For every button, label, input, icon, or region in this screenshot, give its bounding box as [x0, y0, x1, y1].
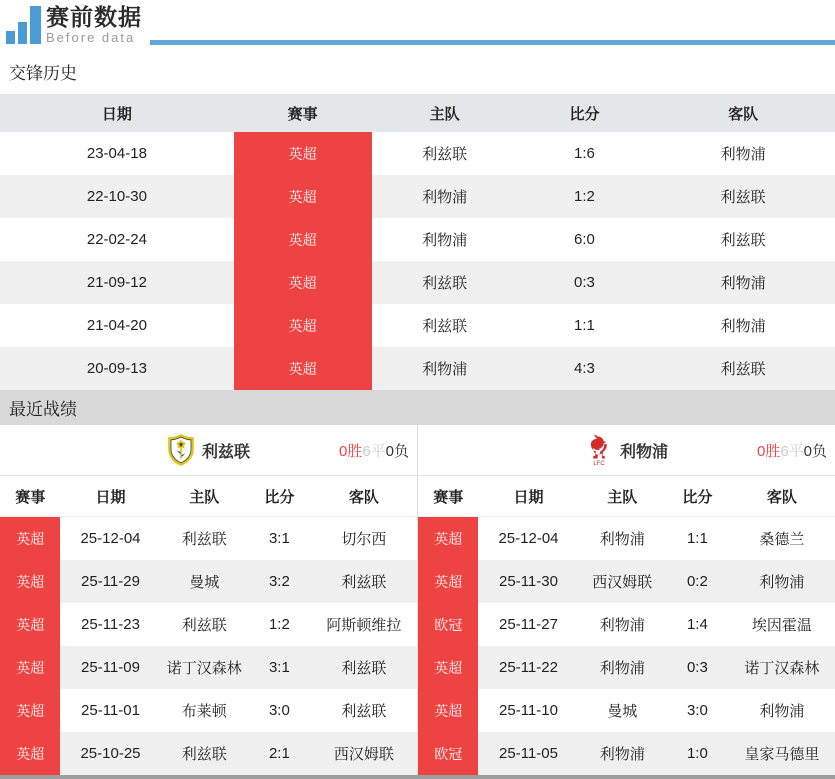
- leeds-badge-icon: [167, 434, 195, 466]
- logo-text: [46, 6, 142, 44]
- date-cell: 22-10-30: [0, 175, 234, 218]
- recent-results: [0, 425, 835, 775]
- away-cell: 利物浦: [651, 261, 835, 304]
- record-wins: 0胜: [338, 442, 363, 460]
- away-cell: 阿斯顿维拉: [311, 603, 417, 646]
- score-cell: 1:1: [518, 304, 652, 347]
- home-cell: 布莱顿: [161, 689, 249, 732]
- away-cell: 诺丁汉森林: [729, 646, 835, 689]
- record-losses: 0负: [385, 442, 409, 460]
- comp-cell: 英超: [418, 646, 478, 689]
- score-cell: 1:0: [666, 732, 729, 775]
- away-cell: 皇家马德里: [729, 732, 835, 775]
- table-row: [0, 218, 835, 261]
- home-cell: 曼城: [579, 689, 667, 732]
- away-cell: 利物浦: [729, 560, 835, 603]
- score-cell: 0:2: [666, 560, 729, 603]
- score-cell: 1:4: [666, 603, 729, 646]
- score-cell: 3:1: [248, 517, 311, 561]
- recent-table-liverpool: [418, 476, 835, 775]
- away-cell: 切尔西: [311, 517, 417, 561]
- home-cell: 利兹联: [161, 517, 249, 561]
- table-row: [0, 560, 417, 603]
- recent-section-title: 最近战绩: [0, 390, 835, 425]
- header-divider-line: [150, 40, 835, 45]
- away-cell: 利物浦: [651, 132, 835, 175]
- site-logo[interactable]: [6, 4, 142, 44]
- column-header-comp: 赛事: [418, 476, 478, 517]
- home-cell: 利物浦: [372, 218, 518, 261]
- score-cell: 3:0: [666, 689, 729, 732]
- team-name: 利兹联: [201, 443, 250, 461]
- home-cell: 利兹联: [161, 603, 249, 646]
- table-row: [0, 646, 417, 689]
- comp-cell: 英超: [0, 517, 60, 561]
- column-header-comp: 赛事: [234, 94, 372, 132]
- table-row: [0, 175, 835, 218]
- date-cell: 21-04-20: [0, 304, 234, 347]
- comp-cell: 英超: [418, 517, 478, 561]
- score-cell: 0:3: [666, 646, 729, 689]
- h2h-section-title: 交锋历史: [9, 63, 77, 83]
- score-cell: 0:3: [518, 261, 652, 304]
- comp-cell: 欧冠: [418, 603, 478, 646]
- score-cell: 6:0: [518, 218, 652, 261]
- recent-header-row: [418, 476, 835, 517]
- comp-cell: 英超: [0, 689, 60, 732]
- comp-cell: 英超: [418, 560, 478, 603]
- team-header-leeds: [0, 425, 417, 476]
- recent-header-row: [0, 476, 417, 517]
- date-cell: 21-09-12: [0, 261, 234, 304]
- away-cell: 西汉姆联: [311, 732, 417, 775]
- comp-cell: 英超: [234, 218, 372, 261]
- away-cell: 利兹联: [651, 175, 835, 218]
- comp-cell: 英超: [0, 560, 60, 603]
- home-cell: 诺丁汉森林: [161, 646, 249, 689]
- table-row: [0, 689, 417, 732]
- away-cell: 利兹联: [311, 689, 417, 732]
- table-row: [0, 261, 835, 304]
- table-row: [418, 732, 835, 775]
- date-cell: 25-11-10: [478, 689, 578, 732]
- bar-chart-icon: [6, 4, 41, 44]
- score-cell: 3:1: [248, 646, 311, 689]
- recent-panel-leeds: [0, 425, 417, 775]
- comp-cell: 英超: [234, 347, 372, 390]
- away-cell: 桑德兰: [729, 517, 835, 561]
- date-cell: 25-11-22: [478, 646, 578, 689]
- recent-panel-liverpool: [417, 425, 835, 775]
- column-header-score: 比分: [666, 476, 729, 517]
- comp-cell: 英超: [234, 304, 372, 347]
- record-wins: 0胜: [756, 442, 781, 460]
- h2h-table: [0, 94, 835, 390]
- bottom-divider: [0, 775, 835, 779]
- comp-cell: 英超: [0, 603, 60, 646]
- home-cell: 利兹联: [372, 304, 518, 347]
- score-cell: 1:2: [248, 603, 311, 646]
- comp-cell: 欧冠: [418, 732, 478, 775]
- column-header-away: 客队: [729, 476, 835, 517]
- home-cell: 利物浦: [372, 347, 518, 390]
- score-cell: 3:0: [248, 689, 311, 732]
- away-cell: 埃因霍温: [729, 603, 835, 646]
- home-cell: 利兹联: [372, 132, 518, 175]
- table-row: [418, 689, 835, 732]
- home-cell: 利物浦: [579, 646, 667, 689]
- score-cell: 1:6: [518, 132, 652, 175]
- date-cell: 25-10-25: [60, 732, 160, 775]
- column-header-score: 比分: [518, 94, 652, 132]
- home-cell: 利物浦: [579, 517, 667, 561]
- page-header: [0, 0, 835, 48]
- date-cell: 25-12-04: [478, 517, 578, 561]
- logo-title: 赛前数据: [46, 4, 142, 30]
- away-cell: 利兹联: [651, 347, 835, 390]
- table-row: [0, 304, 835, 347]
- table-row: [0, 603, 417, 646]
- home-cell: 利物浦: [579, 603, 667, 646]
- score-cell: 2:1: [248, 732, 311, 775]
- table-row: [418, 646, 835, 689]
- home-cell: 利物浦: [579, 732, 667, 775]
- table-row: [418, 603, 835, 646]
- home-cell: 利物浦: [372, 175, 518, 218]
- record-draws: 6平: [780, 442, 804, 460]
- date-cell: 25-11-30: [478, 560, 578, 603]
- home-cell: 利兹联: [161, 732, 249, 775]
- date-cell: 25-11-09: [60, 646, 160, 689]
- column-header-date: 日期: [60, 476, 160, 517]
- home-cell: 曼城: [161, 560, 249, 603]
- column-header-date: 日期: [0, 94, 234, 132]
- team-record: [757, 425, 827, 475]
- team-record: [339, 425, 409, 475]
- comp-cell: 英超: [0, 732, 60, 775]
- record-draws: 6平: [362, 442, 386, 460]
- liverpool-badge-icon: [585, 434, 613, 466]
- table-row: [0, 132, 835, 175]
- home-cell: 利兹联: [372, 261, 518, 304]
- away-cell: 利兹联: [651, 218, 835, 261]
- away-cell: 利物浦: [729, 689, 835, 732]
- score-cell: 4:3: [518, 347, 652, 390]
- home-cell: 西汉姆联: [579, 560, 667, 603]
- date-cell: 25-12-04: [60, 517, 160, 561]
- record-losses: 0负: [803, 442, 827, 460]
- table-row: [0, 517, 417, 561]
- away-cell: 利兹联: [311, 646, 417, 689]
- team-name: 利物浦: [619, 443, 668, 461]
- column-header-away: 客队: [651, 94, 835, 132]
- date-cell: 25-11-23: [60, 603, 160, 646]
- table-row: [418, 517, 835, 561]
- comp-cell: 英超: [234, 261, 372, 304]
- comp-cell: 英超: [234, 132, 372, 175]
- date-cell: 25-11-05: [478, 732, 578, 775]
- column-header-home: 主队: [372, 94, 518, 132]
- column-header-home: 主队: [579, 476, 667, 517]
- column-header-score: 比分: [248, 476, 311, 517]
- recent-table-leeds: [0, 476, 417, 775]
- score-cell: 3:2: [248, 560, 311, 603]
- score-cell: 1:1: [666, 517, 729, 561]
- comp-cell: 英超: [0, 646, 60, 689]
- away-cell: 利物浦: [651, 304, 835, 347]
- column-header-date: 日期: [478, 476, 578, 517]
- date-cell: 22-02-24: [0, 218, 234, 261]
- comp-cell: 英超: [234, 175, 372, 218]
- table-row: [0, 347, 835, 390]
- column-header-away: 客队: [311, 476, 417, 517]
- team-header-liverpool: [418, 425, 835, 476]
- column-header-home: 主队: [161, 476, 249, 517]
- date-cell: 25-11-01: [60, 689, 160, 732]
- date-cell: 23-04-18: [0, 132, 234, 175]
- away-cell: 利兹联: [311, 560, 417, 603]
- score-cell: 1:2: [518, 175, 652, 218]
- column-header-comp: 赛事: [0, 476, 60, 517]
- h2h-header-row: [0, 94, 835, 132]
- comp-cell: 英超: [418, 689, 478, 732]
- table-row: [418, 560, 835, 603]
- date-cell: 25-11-29: [60, 560, 160, 603]
- table-row: [0, 732, 417, 775]
- date-cell: 20-09-13: [0, 347, 234, 390]
- logo-subtitle: Before data: [46, 30, 136, 45]
- badge-text: LFC: [593, 461, 605, 466]
- date-cell: 25-11-27: [478, 603, 578, 646]
